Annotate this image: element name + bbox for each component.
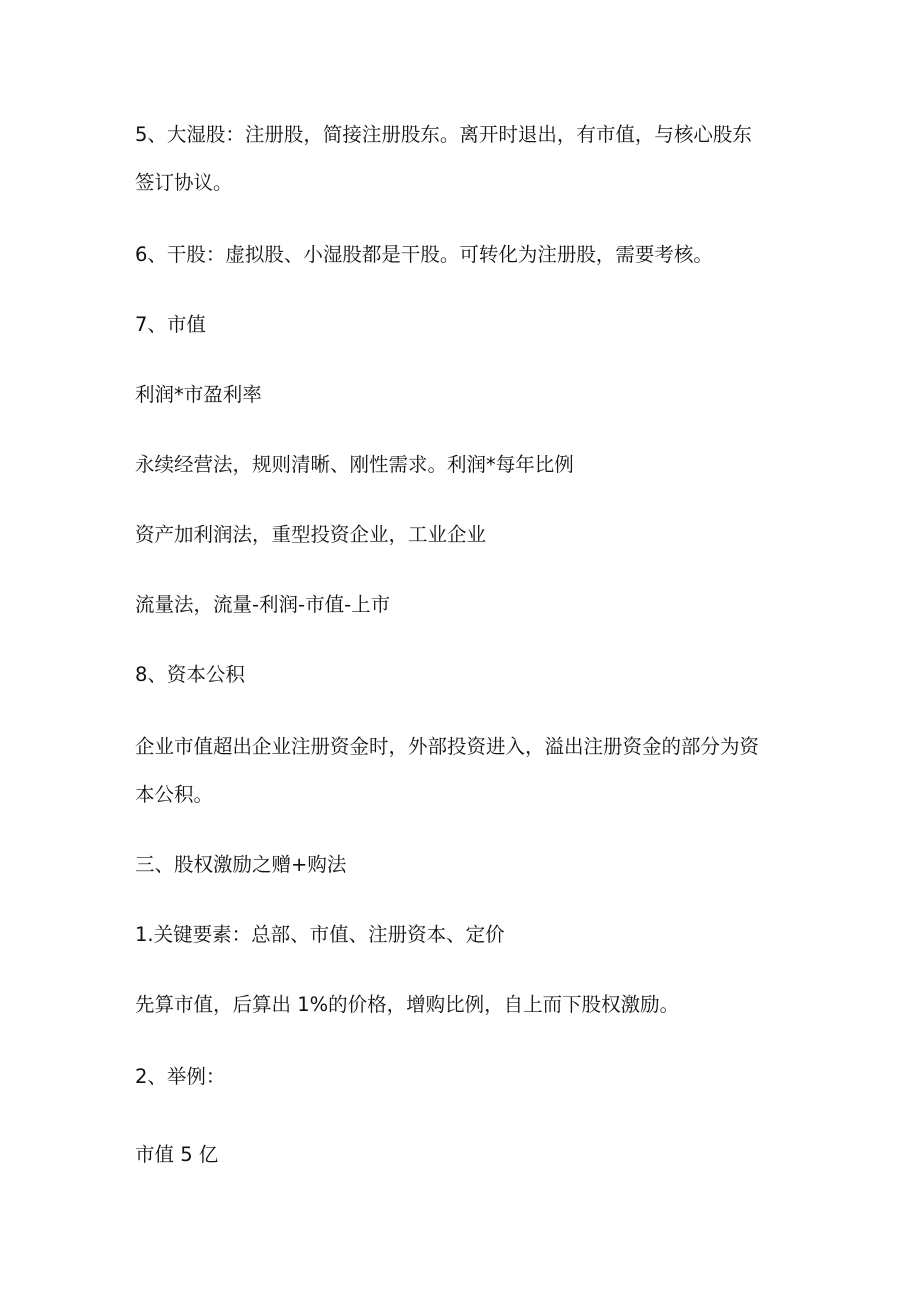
paragraph-capital-reserve-line-1: 企业市值超出企业注册资金时，外部投资进入，溢出注册资金的部分为资 [135,735,760,758]
paragraph-5-line-1: 5、大湿股：注册股，简接注册股东。离开时退出，有市值，与核心股东 [135,123,752,146]
paragraph-key-elements: 1.关键要素：总部、市值、注册资本、定价 [135,923,505,946]
paragraph-6: 6、干股：虚拟股、小湿股都是干股。可转化为注册股，需要考核。 [135,243,713,266]
heading-7-market-value: 7、市值 [135,313,206,336]
paragraph-calc-market-value: 先算市值，后算出 1%的价格，增购比例，自上而下股权激励。 [135,993,680,1016]
paragraph-5-line-2: 签订协议。 [135,171,233,194]
paragraph-perpetual-method: 永续经营法，规则清晰、刚性需求。利润*每年比例 [135,453,574,476]
paragraph-asset-profit-method: 资产加利润法，重型投资企业，工业企业 [135,523,487,546]
heading-section-3: 三、股权激励之赠+购法 [135,853,347,876]
heading-8-capital-reserve: 8、资本公积 [135,663,245,686]
paragraph-profit-pe: 利润*市盈利率 [135,383,262,406]
paragraph-traffic-method: 流量法，流量-利润-市值-上市 [135,593,391,616]
paragraph-capital-reserve-line-2: 本公积。 [135,783,214,806]
paragraph-market-value-5: 市值 5 亿 [135,1143,219,1166]
heading-example: 2、举例： [135,1065,226,1088]
